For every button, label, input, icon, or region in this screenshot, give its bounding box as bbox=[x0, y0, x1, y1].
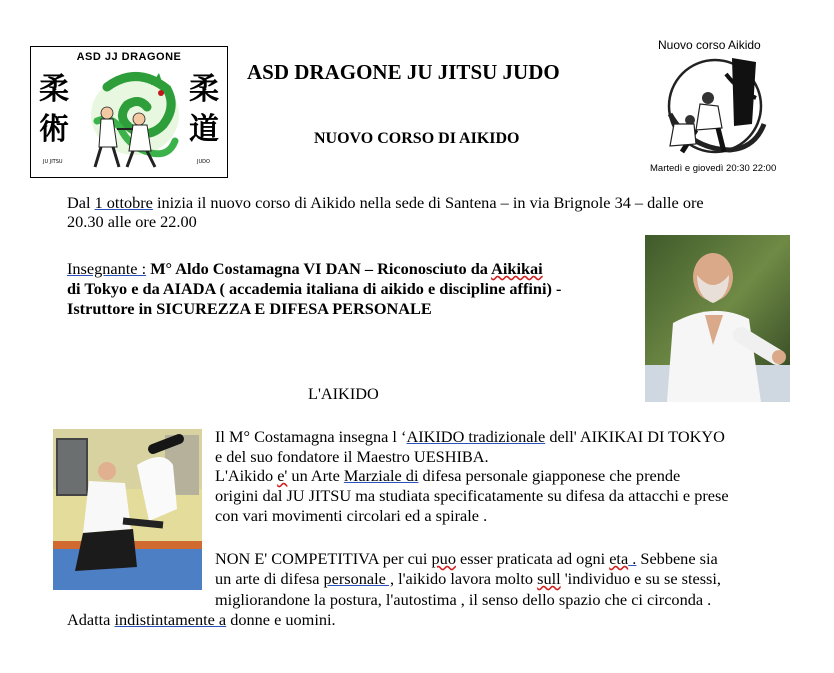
intro-text-b: inizia il nuovo corso di Aikido nella sede di Santena – in via Brignole 34 – dalle ore bbox=[152, 193, 704, 212]
club-logo bbox=[30, 46, 228, 178]
page-subtitle: NUOVO CORSO DI AIKIDO bbox=[314, 130, 520, 147]
body-aikido-tradizionale: AIKIDO tradizionale bbox=[406, 427, 546, 446]
body-line-5: con vari movimenti circolari ed a spirale . bbox=[215, 506, 488, 525]
teacher-line-3: Istruttore in SICUREZZA E DIFESA PERSONALE bbox=[67, 299, 432, 318]
body-b2-tail: 'individuo e su se stessi, bbox=[560, 569, 721, 588]
teacher-label: Insegnante : bbox=[67, 259, 147, 278]
body-b2-text: un arte di difesa bbox=[215, 569, 324, 588]
intro-line-2: 20.30 alle ore 22.00 bbox=[67, 212, 197, 231]
body-line-1 bbox=[215, 427, 725, 446]
body-line-9 bbox=[67, 610, 336, 629]
body-marziale: Marziale di bbox=[343, 466, 419, 485]
teacher-name: M° Aldo Costamagna VI DAN – Riconosciuto da bbox=[146, 259, 492, 278]
aikido-poster bbox=[650, 38, 820, 178]
intro-line-1 bbox=[67, 193, 704, 212]
kanji-left-top: 柔 bbox=[39, 72, 69, 107]
body-b4-text: Adatta bbox=[67, 610, 115, 629]
section-heading: L'AIKIDO bbox=[308, 384, 379, 403]
body-line-2: e del suo fondatore il Maestro UESHIBA. bbox=[215, 447, 489, 466]
body-a3-mid: un Arte bbox=[287, 466, 344, 485]
poster-aikido-illustration bbox=[660, 54, 770, 160]
body-line-4: origini dal JU JITSU ma studiata specificatamente su difesa da attacchi e prese bbox=[215, 486, 729, 505]
teacher-line-2: di Tokyo e da AIADA ( accademia italiana di aikido e discipline affini) - bbox=[67, 279, 562, 298]
body-indistintamente: indistintamente a bbox=[114, 610, 227, 629]
body-b2-mid: l'aikido lavora molto bbox=[394, 569, 538, 588]
body-b1-period: . bbox=[628, 549, 637, 568]
body-eta: eta bbox=[609, 549, 629, 568]
body-a3-tail: difesa personale giapponese che prende bbox=[418, 466, 681, 485]
logo-title: ASD JJ DRAGONE bbox=[76, 51, 182, 63]
body-b4-tail: donne e uomini. bbox=[226, 610, 336, 629]
dragon-fighters-illustration bbox=[77, 67, 183, 171]
body-e-apostrophe: e' bbox=[277, 466, 288, 485]
kanji-right-top: 柔 bbox=[189, 72, 219, 107]
body-a1-text: Il M° Costamagna insegna l ‘ bbox=[215, 427, 407, 446]
intro-date: 1 ottobre bbox=[94, 193, 153, 212]
intro-text-a: Dal bbox=[67, 193, 95, 212]
logo-small-left: JU JITSU bbox=[43, 159, 63, 165]
body-a1-tail: dell' AIKIKAI DI TOKYO bbox=[545, 427, 725, 446]
body-line-6 bbox=[215, 549, 718, 568]
page-title: ASD DRAGONE JU JITSU JUDO bbox=[247, 60, 560, 84]
body-b1-tail: Sebbene sia bbox=[636, 549, 718, 568]
kanji-right-bottom: 道 bbox=[189, 112, 219, 147]
body-personale: personale , bbox=[323, 569, 395, 588]
body-a3-text: L'Aikido bbox=[215, 466, 278, 485]
teacher-line-1 bbox=[67, 259, 543, 278]
logo-small-right: JUDO bbox=[197, 159, 210, 165]
poster-top-text: Nuovo corso Aikido bbox=[658, 38, 761, 52]
teacher-aikikai: Aikikai bbox=[491, 259, 543, 278]
body-b1-mid: esser praticata ad ogni bbox=[455, 549, 610, 568]
teacher-photo bbox=[645, 235, 790, 402]
kanji-left-bottom: 術 bbox=[39, 112, 69, 147]
body-puo: puo bbox=[431, 549, 456, 568]
body-sull: sull bbox=[537, 569, 561, 588]
body-b1-text: NON E' COMPETITIVA per cui bbox=[215, 549, 432, 568]
body-line-8: migliorandone la postura, l'autostima , il senso dello spazio che ci circonda . bbox=[215, 590, 712, 609]
training-photo bbox=[53, 429, 202, 590]
body-line-3 bbox=[215, 466, 680, 485]
poster-bottom-text: Martedì e giovedì 20:30 22:00 bbox=[650, 163, 777, 174]
body-line-7 bbox=[215, 569, 721, 588]
